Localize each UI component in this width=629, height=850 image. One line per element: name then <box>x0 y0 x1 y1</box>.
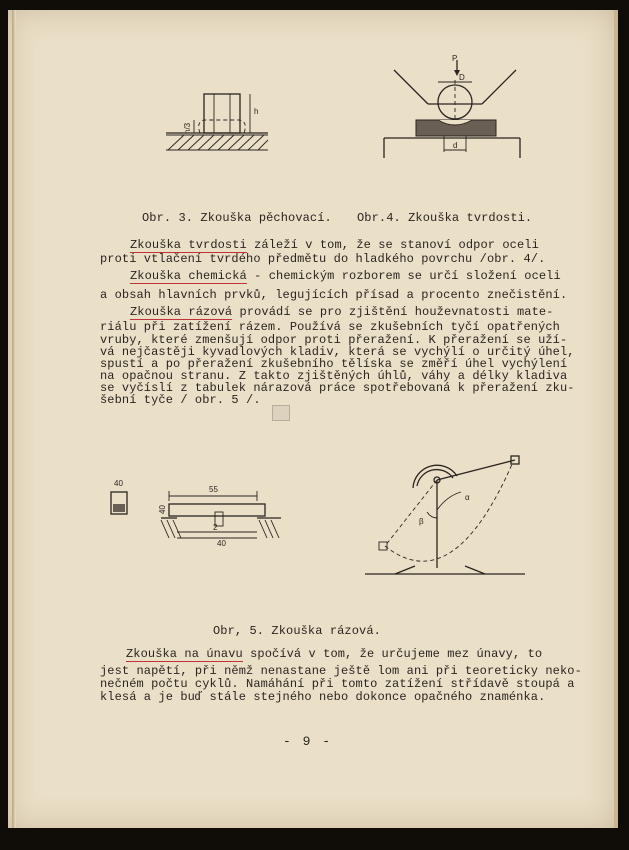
paragraph-razova-line5: spustí a po přeražení zkušebního tělíska se změří úhel vychýlení <box>100 357 568 371</box>
paragraph-unava-line3: nečném počtu cyklů. Namáhání při tomto zatížení střídavě stoupá a <box>100 677 575 691</box>
term-zkouska-tvrdosti: Zkouška tvrdosti <box>130 238 247 252</box>
figure-4-caption: Obr.4. Zkouška tvrdosti. <box>357 211 533 225</box>
term-zkouska-razova: Zkouška rázová <box>130 305 233 319</box>
figure-5-caption: Obr, 5. Zkouška rázová. <box>213 624 381 638</box>
paragraph-unava-line2: jest napětí, při němž nenastane ještě lom ani při teoreticky neko- <box>100 664 582 678</box>
fig3-h3-label: h/3 <box>183 122 192 134</box>
paragraph-razova-line6: na opačnou stranu. Z takto zjištěných úhlů, váhy a délky kladiva <box>100 369 568 383</box>
fig4-p-label: P <box>452 54 458 63</box>
fig5-side-40-label: 40 <box>158 505 167 514</box>
term-zkouska-chemicka: Zkouška chemická <box>130 269 247 283</box>
paragraph-chemicka-line2: a obsah hlavních prvků, legujících přísad a procento znečistění. <box>100 288 568 302</box>
paragraph-razova-line3: vruby, které zmenšují odpor proti přeražení. K přeražení se uží- <box>100 333 568 347</box>
page-binding-edge <box>12 10 16 828</box>
paragraph-razova-line1: Zkouška rázová provádí se pro zjištění houževnatosti mate- <box>130 305 554 319</box>
fig4-d-label: d <box>453 141 458 150</box>
paragraph-razova-line7: se vyčíslí z tabulek nárazová práce spotřebovaná k přeražení zku- <box>100 381 575 395</box>
paragraph-unava-line4: klesá a je buď stále stejného nebo dokonce opačného znaménka. <box>100 690 546 704</box>
paragraph-chemicka-line1: Zkouška chemická - chemickým rozborem se určí složení oceli <box>130 269 561 283</box>
figure-3-caption: Obr. 3. Zkouška pěchovací. <box>142 211 332 225</box>
page-number: - 9 - <box>283 734 333 749</box>
fig5-2-label: 2 <box>213 523 218 532</box>
fig5-bottom-40-label: 40 <box>217 539 226 548</box>
figure-4-hardness-test <box>380 54 530 168</box>
faint-stamp-mark <box>272 405 290 421</box>
fig5-specimen-40-label: 40 <box>114 479 123 488</box>
figure-5-pendulum-hammer <box>365 450 535 580</box>
fig3-h-label: h <box>254 107 259 116</box>
paragraph-tvrdost-line1: Zkouška tvrdosti záleží v tom, že se stanoví odpor oceli <box>130 238 539 252</box>
fig5-55-label: 55 <box>209 485 218 494</box>
figure-3-upsetting-test <box>150 88 280 158</box>
paragraph-razova-line2: riálu při zatížení rázem. Používá se zkušebních tyčí opatřených <box>100 320 560 334</box>
figure-5-impact-specimen <box>105 478 295 548</box>
fig5-beta-label: β <box>419 517 424 526</box>
fig4-d-diameter-label: D <box>459 73 465 82</box>
paragraph-unava-line1: Zkouška na únavu spočívá v tom, že určujeme mez únavy, to <box>126 647 543 661</box>
paragraph-razova-line4: vá nejčastěji kyvadlových kladiv, která se vychýlí o určitý úhel, <box>100 345 575 359</box>
fig5-alpha-label: α <box>465 493 470 502</box>
paragraph-tvrdost-line2: proti vtlačení tvrdého předmětu do hladkého povrchu /obr. 4/. <box>100 252 546 266</box>
term-zkouska-na-unavu: Zkouška na únavu <box>126 647 243 661</box>
paragraph-razova-line8: šební tyče / obr. 5 /. <box>100 393 261 407</box>
